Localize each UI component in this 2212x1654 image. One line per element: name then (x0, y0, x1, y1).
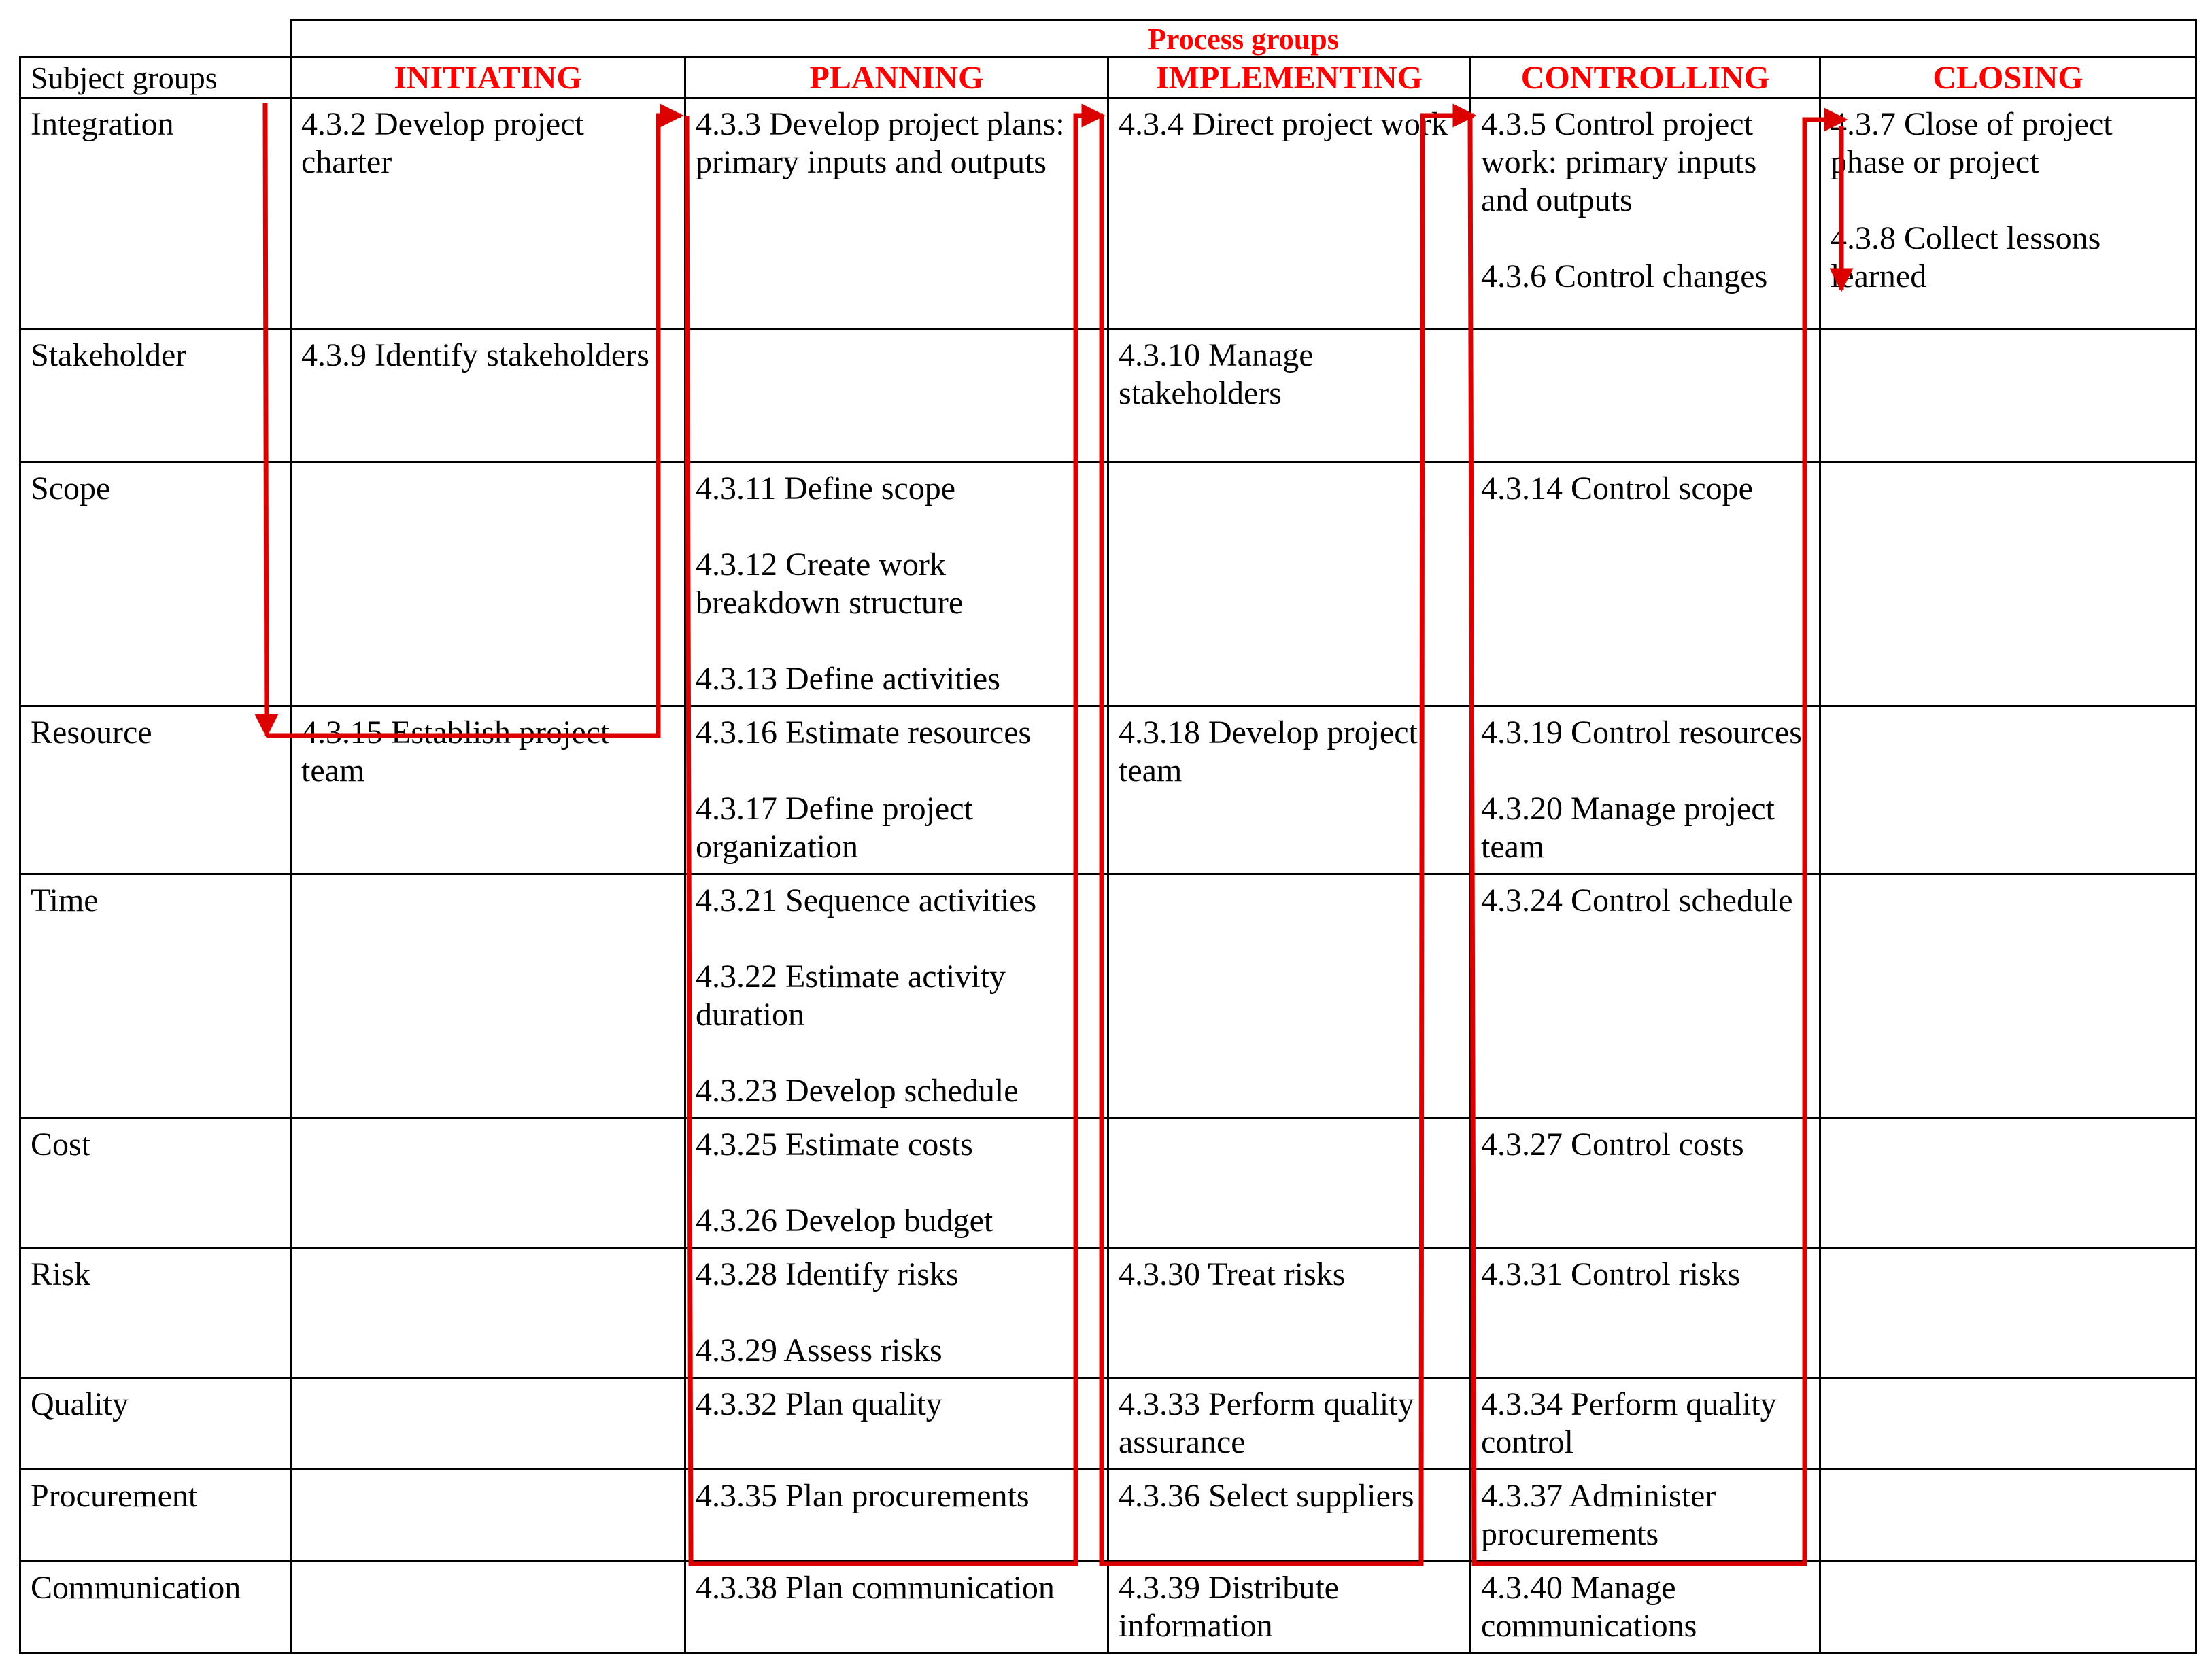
row-risk (20, 1248, 2196, 1378)
cell-procurement-closing (1820, 1470, 2196, 1562)
process-item: 4.3.40 Manage communications (1481, 1570, 1697, 1644)
row-stakeholder (20, 329, 2196, 462)
cell-communication-controlling (1471, 1562, 1820, 1653)
cell-cost-implementing (1108, 1118, 1471, 1248)
row-scope (20, 462, 2196, 706)
row-integration (20, 98, 2196, 329)
group-heading-closing: CLOSING (1820, 58, 2196, 98)
process-item: 4.3.13 Define activities (696, 661, 1000, 697)
subject-quality: Quality (20, 1378, 291, 1470)
cell-quality-implementing (1108, 1378, 1471, 1470)
process-item: 4.3.6 Control changes (1481, 258, 1768, 294)
row-cost (20, 1118, 2196, 1248)
process-item: 4.3.30 Treat risks (1119, 1256, 1346, 1292)
row-quality (20, 1378, 2196, 1470)
process-item: 4.3.16 Estimate resources (696, 714, 1032, 751)
process-item: 4.3.3 Develop project plans: primary inputs and outputs (696, 106, 1065, 180)
cell-integration-implementing (1108, 98, 1471, 329)
process-item: 4.3.31 Control risks (1481, 1256, 1741, 1292)
subject-communication: Communication (20, 1562, 291, 1653)
process-item: 4.3.25 Estimate costs (696, 1126, 973, 1162)
cell-scope-planning (685, 462, 1108, 706)
process-item: 4.3.35 Plan procurements (696, 1478, 1030, 1514)
cell-resource-implementing (1108, 706, 1471, 874)
corner-cell (20, 20, 291, 58)
cell-procurement-implementing (1108, 1470, 1471, 1562)
process-item: 4.3.20 Manage project team (1481, 791, 1775, 865)
cell-resource-controlling (1471, 706, 1820, 874)
row-communication (20, 1562, 2196, 1653)
cell-quality-initiating (291, 1378, 685, 1470)
process-item: 4.3.4 Direct project work (1119, 106, 1448, 142)
cell-scope-closing (1820, 462, 2196, 706)
group-heading-controlling: CONTROLLING (1471, 58, 1820, 98)
cell-communication-implementing (1108, 1562, 1471, 1653)
cell-quality-controlling (1471, 1378, 1820, 1470)
process-item: 4.3.10 Manage stakeholders (1119, 337, 1314, 411)
cell-stakeholder-initiating (291, 329, 685, 462)
cell-time-implementing (1108, 874, 1471, 1118)
process-item: 4.3.15 Establish project team (301, 714, 610, 789)
process-item: 4.3.22 Estimate activity duration (696, 959, 1006, 1033)
process-item: 4.3.8 Collect lessons learned (1831, 220, 2101, 294)
process-item: 4.3.2 Develop project charter (301, 106, 584, 180)
cell-procurement-planning (685, 1470, 1108, 1562)
cell-integration-planning (685, 98, 1108, 329)
process-item: 4.3.17 Define project organization (696, 791, 973, 865)
process-item: 4.3.36 Select suppliers (1119, 1478, 1414, 1514)
subject-risk: Risk (20, 1248, 291, 1378)
cell-risk-planning (685, 1248, 1108, 1378)
cell-integration-closing (1820, 98, 2196, 329)
cell-communication-closing (1820, 1562, 2196, 1653)
process-item: 4.3.7 Close of project phase or project (1831, 106, 2113, 180)
row-resource (20, 706, 2196, 874)
cell-scope-implementing (1108, 462, 1471, 706)
process-item: 4.3.19 Control resources (1481, 714, 1802, 751)
process-item: 4.3.34 Perform quality control (1481, 1386, 1777, 1460)
process-item: 4.3.39 Distribute information (1119, 1570, 1339, 1644)
subject-resource: Resource (20, 706, 291, 874)
cell-time-closing (1820, 874, 2196, 1118)
process-item: 4.3.28 Identify risks (696, 1256, 959, 1292)
process-item: 4.3.21 Sequence activities (696, 882, 1037, 918)
row-procurement (20, 1470, 2196, 1562)
process-item: 4.3.5 Control project work: primary inputs and outputs (1481, 106, 1757, 218)
cell-stakeholder-controlling (1471, 329, 1820, 462)
cell-stakeholder-implementing (1108, 329, 1471, 462)
process-item: 4.3.37 Administer procurements (1481, 1478, 1716, 1552)
subject-scope: Scope (20, 462, 291, 706)
cell-procurement-initiating (291, 1470, 685, 1562)
cell-cost-closing (1820, 1118, 2196, 1248)
cell-integration-initiating (291, 98, 685, 329)
process-item: 4.3.9 Identify stakeholders (301, 337, 649, 373)
cell-communication-initiating (291, 1562, 685, 1653)
cell-resource-planning (685, 706, 1108, 874)
cell-quality-planning (685, 1378, 1108, 1470)
row-time (20, 874, 2196, 1118)
cell-risk-implementing (1108, 1248, 1471, 1378)
subject-time: Time (20, 874, 291, 1118)
process-item: 4.3.32 Plan quality (696, 1386, 942, 1422)
cell-cost-planning (685, 1118, 1108, 1248)
subject-integration: Integration (20, 98, 291, 329)
subject-cost: Cost (20, 1118, 291, 1248)
process-item: 4.3.11 Define scope (696, 470, 956, 506)
process-item: 4.3.38 Plan communication (696, 1570, 1055, 1606)
cell-stakeholder-planning (685, 329, 1108, 462)
group-heading-planning: PLANNING (685, 58, 1108, 98)
cell-stakeholder-closing (1820, 329, 2196, 462)
cell-integration-controlling (1471, 98, 1820, 329)
process-groups-heading: Process groups (291, 20, 2196, 58)
cell-procurement-controlling (1471, 1470, 1820, 1562)
subject-stakeholder: Stakeholder (20, 329, 291, 462)
cell-resource-initiating (291, 706, 685, 874)
process-groups-table (19, 19, 2197, 1654)
process-item: 4.3.12 Create work breakdown structure (696, 547, 964, 621)
cell-quality-closing (1820, 1378, 2196, 1470)
cell-scope-initiating (291, 462, 685, 706)
process-item: 4.3.18 Develop project team (1119, 714, 1418, 789)
group-heading-initiating: INITIATING (291, 58, 685, 98)
process-item: 4.3.24 Control schedule (1481, 882, 1793, 918)
group-heading-implementing: IMPLEMENTING (1108, 58, 1471, 98)
cell-scope-controlling (1471, 462, 1820, 706)
subject-procurement: Procurement (20, 1470, 291, 1562)
cell-communication-planning (685, 1562, 1108, 1653)
cell-risk-closing (1820, 1248, 2196, 1378)
cell-risk-initiating (291, 1248, 685, 1378)
process-item: 4.3.29 Assess risks (696, 1332, 942, 1368)
process-item: 4.3.27 Control costs (1481, 1126, 1744, 1162)
cell-risk-controlling (1471, 1248, 1820, 1378)
process-item: 4.3.23 Develop schedule (696, 1073, 1019, 1109)
cell-cost-controlling (1471, 1118, 1820, 1248)
cell-time-controlling (1471, 874, 1820, 1118)
process-item: 4.3.26 Develop budget (696, 1203, 993, 1239)
subject-groups-heading: Subject groups (20, 58, 291, 98)
process-item: 4.3.33 Perform quality assurance (1119, 1386, 1414, 1460)
cell-cost-initiating (291, 1118, 685, 1248)
process-item: 4.3.14 Control scope (1481, 470, 1753, 506)
cell-time-planning (685, 874, 1108, 1118)
cell-time-initiating (291, 874, 685, 1118)
cell-resource-closing (1820, 706, 2196, 874)
